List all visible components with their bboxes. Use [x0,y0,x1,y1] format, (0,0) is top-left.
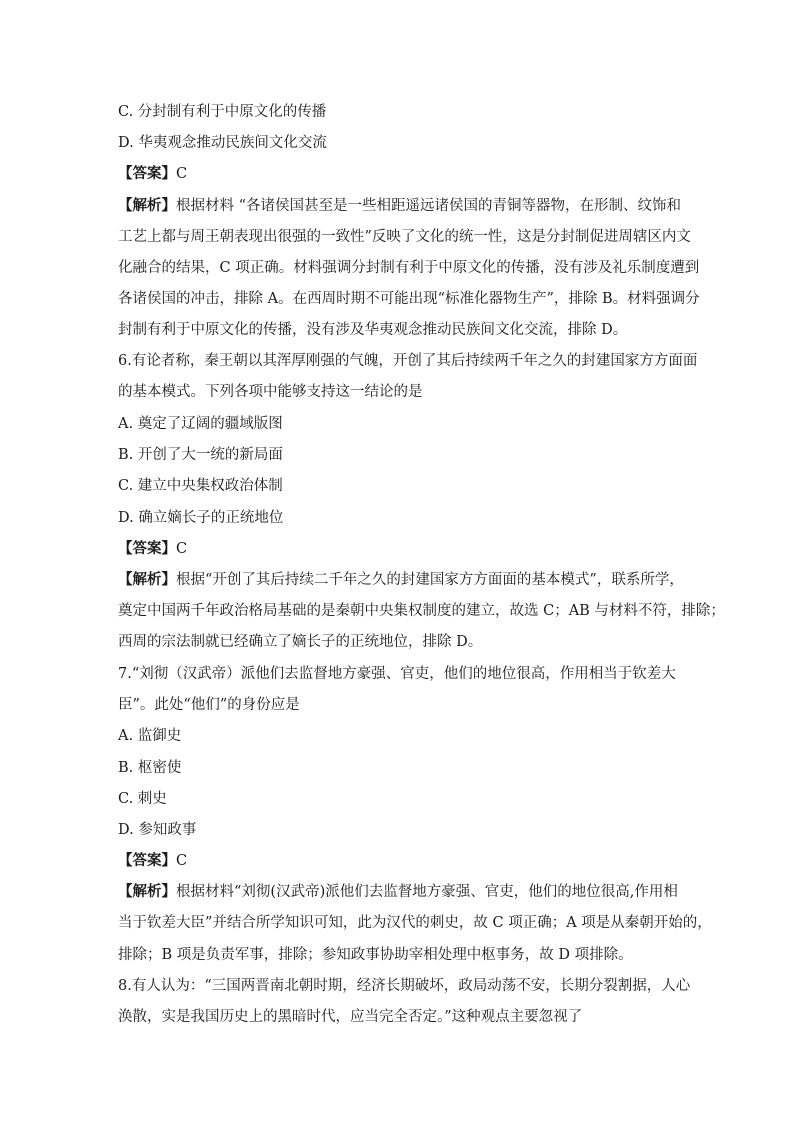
q7-option-c: C. 刺史 [118,791,167,807]
q6-option-c: C. 建立中央集权政治体制 [118,478,283,494]
answer-label: 【答案】 [118,852,176,869]
q7-analysis-line-3: 排除；B 项是负责军事，排除；参知政事协助宰相处理中枢事务，故 D 项排除。 [118,947,633,963]
q7-answer [118,851,187,871]
q7-option-d: D. 参知政事 [118,822,197,838]
q5-analysis-line-1: 【解析】根据材料 “各诸侯国甚至是一些相距遥远诸侯国的青铜等器物，在形制、纹饰和 [118,197,682,214]
q5-analysis-line-2: 工艺上都与周王朝表现出很强的一致性”反映了文化的统一性，这是分封制促进周辖区内文 [118,229,691,245]
q7-option-a: A. 监御史 [118,728,182,744]
q5-analysis-line-4: 各诸侯国的冲击，排除 A。在西周时期不可能出现“标准化器物生产”，排除 B。材料强调分 [118,291,700,307]
answer-value: C [176,166,188,182]
q6-analysis-line-1: 【解析】根据“开创了其后持续二千年之久的封建国家方方面面的基本模式”，联系所学， [118,571,684,588]
analysis-label: 【解析】 [118,571,176,588]
q6-stem-line-1: 6.有论者称，秦王朝以其浑厚刚强的气魄，开创了其后持续两千年之久的封建国家方方面面 [118,353,698,369]
q5-answer [118,164,187,184]
q7-option-b: B. 枢密使 [118,760,182,776]
q6-option-d: D. 确立嫡长子的正统地位 [118,510,284,526]
q5-option-d: D. 华夷观念推动民族间文化交流 [118,135,327,151]
q6-analysis-line-3: 西周的宗法制就已经确立了嫡长子的正统地位，排除 D。 [118,634,483,650]
analysis-label: 【解析】 [118,883,176,900]
answer-label: 【答案】 [118,540,176,557]
q8-stem-line-2: 涣散，实是我国历史上的黑暗时代，应当完全否定。”这种观点主要忽视了 [118,1009,583,1025]
analysis-label: 【解析】 [118,197,176,214]
answer-value: C [176,541,188,557]
q6-analysis-line-2: 奠定中国两千年政治格局基础的是秦朝中央集权制度的建立，故选 C；AB 与材料不符，排除； [118,603,725,619]
q5-analysis-line-3: 化融合的结果，C 项正确。材料强调分封制有利于中原文化的传播，没有涉及礼乐制度遭到 [118,260,700,276]
q6-option-a: A. 奠定了辽阔的疆域版图 [118,416,283,432]
q5-option-c: C. 分封制有利于中原文化的传播 [118,104,327,120]
q7-analysis-line-1: 【解析】根据材料“刘彻(汉武帝)派他们去监督地方豪强、官吏，他们的地位很高,作用相 [118,883,678,900]
q5-analysis-line-5: 封制有利于中原文化的传播，没有涉及华夷观念推动民族间文化交流，排除 D。 [118,322,628,338]
q7-analysis-line-2: 当于钦差大臣”并结合所学知识可知，此为汉代的刺史，故 C 项正确；A 项是从秦朝开始的， [118,915,712,931]
q6-option-b: B. 开创了大一统的新局面 [118,447,283,463]
q6-answer [118,539,187,559]
q8-stem-line-1: 8.有人认为：“三国两晋南北朝时期，经济长期破坏，政局动荡不安，长期分裂割据，人心 [118,978,691,994]
answer-value: C [176,853,188,869]
q7-stem-line-1: 7.“刘彻（汉武帝）派他们去监督地方豪强、官吏，他们的地位很高，作用相当于钦差大 [118,666,676,682]
q7-stem-line-2: 臣”。此处“他们”的身份应是 [118,697,300,713]
q6-stem-line-2: 的基本模式。下列各项中能够支持这一结论的是 [118,384,423,400]
answer-label: 【答案】 [118,165,176,182]
